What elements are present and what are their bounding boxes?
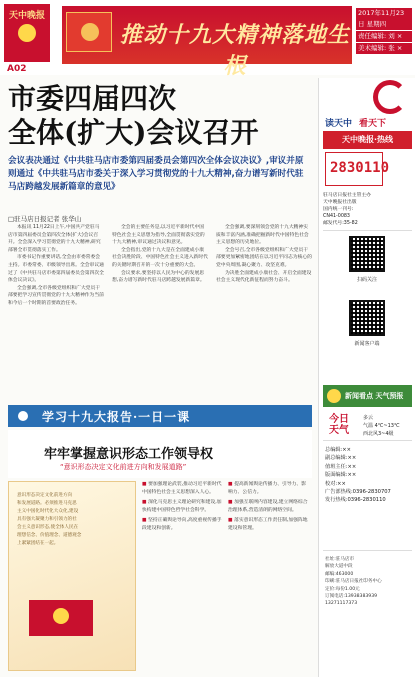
page-number: A02: [7, 64, 27, 74]
today-bottom: 天气: [329, 425, 349, 436]
info-line: 天中晚报社出版: [323, 200, 357, 205]
key-point: ■ 坚持正确舆论导向,高度重视传播手段建设和创新。: [142, 517, 224, 533]
footer-line: 订阅电话:13938383939: [325, 594, 378, 600]
edition-editor: 责任编辑: 刘 ×: [356, 31, 412, 42]
emblem-icon: [53, 608, 69, 624]
sun-icon: [327, 389, 341, 403]
section-title: 学习十九大报告·一日一课: [42, 410, 191, 424]
key-points: [142, 481, 312, 671]
main-column: [4, 78, 316, 677]
special-banner: [62, 6, 352, 79]
section-content: [8, 481, 312, 671]
qr-label-2: 新闻客户端: [354, 341, 380, 347]
section-subheading-box: [8, 430, 312, 478]
sidebar-slogan-left: 读天中: [325, 119, 353, 129]
section-banner: [8, 405, 312, 427]
quote-poster: [8, 481, 136, 671]
staff-line: 版面编辑:××: [325, 472, 357, 479]
paragraph: 全会强调,全市各级党组织和广大党员干部要把学习宣传贯彻党的十九大精神作为当前和今后一个时期的首要政治任务。: [8, 285, 104, 306]
circle-ornament-icon: [18, 411, 28, 421]
poster-line: 上紧紧团结在一起。: [17, 541, 59, 546]
edition-art-editor: 美术编辑: 张 ×: [356, 43, 412, 54]
article-column-2: [112, 224, 208, 394]
footer-line: 印刷:驻马店日报社印务中心: [325, 579, 382, 585]
paragraph: 会议要求,要坚持以人民为中心的发展思想,奋力谱写新时代驻马店跨越发展新篇章。: [112, 270, 205, 284]
qr-code-1[interactable]: [349, 236, 385, 272]
hotline-banner[interactable]: 天中晚报·热线: [323, 131, 412, 149]
staff-line: 值班主任:××: [325, 463, 357, 470]
section-subtitle[interactable]: 牢牢掌握意识形态工作领导权: [44, 447, 214, 462]
info-line: 国内统一刊号:: [323, 207, 354, 212]
hotline-box[interactable]: [325, 152, 390, 186]
footer-info: [325, 556, 411, 608]
divider: [323, 440, 412, 441]
poster-line: 具有强大凝聚力和引领力的社: [17, 517, 77, 522]
paragraph: 全会号召,全市各级党组织和广大党员干部要更加紧密地团结在以习近平同志为核心的党中央周围,凝心聚力、攻坚克难。: [216, 247, 312, 268]
flag-icon: [66, 12, 112, 52]
divider: [323, 550, 412, 551]
headline-line-2: 全体(扩大)会议召开: [8, 116, 259, 149]
key-point: ■ 加强互联网内容建设,建立网络综合治理体系,营造清朗的网络空间。: [228, 499, 310, 515]
key-points-right: [228, 481, 310, 535]
paragraph: 全会的主要任务是,以习近平新时代中国特色社会主义思想为指导,全面贯彻落实党的十九大精神,审议通过决议和意见。: [112, 225, 205, 246]
article-column-3: [216, 224, 312, 394]
subhead: 会议表决通过《中共驻马店市委第四届委员会第四次全体会议决议》,审议并原则通过《中共驻马店市委关于深入学习贯彻党的十九大精神,奋力谱写新时代驻马店跨越发展新篇章的意见》: [8, 156, 304, 192]
temp-line: 多云: [363, 415, 374, 421]
today-weather-title: [329, 414, 349, 436]
temp-line: 西北风3~4级: [363, 431, 394, 437]
byline: □驻马店日报记者 张华山: [8, 215, 82, 223]
article-body: [8, 224, 312, 394]
logo-text: 天中晚报: [8, 11, 45, 21]
qr-label-1: 扫码关注: [356, 277, 377, 283]
today-top: 今日: [329, 414, 349, 425]
poster-line: 理想信念、价值理念、道德观念: [17, 533, 82, 538]
poster-line: 意识形态决定文化前进方向: [17, 493, 73, 498]
info-line: 驻马店日报社主管主办: [323, 193, 371, 198]
temperature-info: [363, 414, 400, 438]
footer-line: 定价:每份1.00元: [325, 586, 360, 592]
key-points-left: [142, 481, 224, 535]
masthead: [0, 0, 415, 79]
footer-line: 13271117373: [325, 601, 358, 607]
sidebar: [318, 78, 415, 677]
paragraph: 全会强调,要深刻领会党的十九大精神实质和丰富内涵,准确把握新时代中国特色社会主义思想的历史地位。: [216, 225, 309, 246]
paragraph: 为决胜全面建成小康社会、开启全面建设社会主义现代化新征程而努力奋斗。: [216, 270, 312, 284]
info-line: 邮发代号:35-82: [323, 221, 358, 226]
headline[interactable]: [8, 82, 308, 150]
staff-line: 发行热线:0396-2830110: [325, 497, 386, 504]
key-point: ■ 深化马克思主义理论研究和建设,加快构建中国特色哲学社会科学。: [142, 499, 224, 515]
footer-line: 解放大道中段: [325, 564, 353, 570]
key-point: ■ 落实意识形态工作责任制,加强阵地建设和管理。: [228, 517, 310, 533]
poster-line: 和发展道路。必须推进马克思: [17, 501, 77, 506]
footer-line: 邮编:463000: [325, 571, 354, 577]
staff-line: 广告部热线:0396-2830707: [325, 489, 391, 496]
edition-date: 2017年11月23日 星期四: [356, 8, 412, 30]
weather-banner-text: 新闻看点 天气预报: [345, 392, 404, 400]
staff-line: 总编辑:××: [325, 447, 352, 453]
paragraph: 全会指出,党的十九大是在全面建成小康社会决胜阶段、中国特色社会主义进入新时代的关键时期召开的一次十分重要的大会。: [112, 247, 208, 268]
staff-line: 校对:××: [325, 480, 346, 487]
headline-line-1: 市委四届四次: [8, 82, 177, 115]
article-column-1: [8, 224, 104, 394]
brand-swirl-icon: [373, 80, 407, 114]
staff-list: [325, 446, 411, 505]
poster-line: 会主义意识形态,使全体人民在: [17, 525, 79, 530]
poster-text: [17, 492, 129, 548]
divider: [323, 230, 412, 231]
info-line: CN41-0083: [323, 214, 350, 219]
emblem-icon: [81, 23, 99, 41]
newspaper-logo[interactable]: [4, 4, 50, 62]
paragraph: 本报讯 11月22日上午,中国共产党驻马店市第四届委员会第四次全体(扩大)会议召开。全会深入学习贯彻党的十九大精神,研究部署全市贯彻落实工作。: [8, 225, 101, 253]
temp-line: 气温 4℃~13℃: [363, 423, 400, 429]
key-point: ■ 要加强理论武装,推动习近平新时代中国特色社会主义思想深入人心。: [142, 481, 224, 497]
section-quote: “意识形态决定文化前进方向和发展道路”: [60, 463, 187, 471]
staff-line: 副总编辑:××: [325, 455, 357, 462]
qr-code-2[interactable]: [349, 300, 385, 336]
sidebar-slogan-right: 看天下: [359, 119, 387, 129]
footer-line: 社址:驻马店市: [325, 557, 355, 562]
poster-line: 主义中国化时代化大众化,建设: [17, 509, 79, 514]
paragraph: 市委书记作重要讲话,全会由市委常委会主持。市委常委、市级领导出席。全会审议通过了《中共驻马店市委第四届委员会第四次全体会议决议》。: [8, 255, 104, 284]
party-emblem-icon: [18, 24, 36, 42]
key-point: ■ 提高新闻舆论传播力、引导力、影响力、公信力。: [228, 481, 310, 497]
publisher-info: [323, 192, 412, 227]
hotline-number: 2830110: [330, 160, 390, 176]
weather-banner: [323, 385, 412, 407]
banner-title: 推动十九大精神落地生根: [120, 22, 351, 79]
edition-info: [356, 8, 412, 55]
